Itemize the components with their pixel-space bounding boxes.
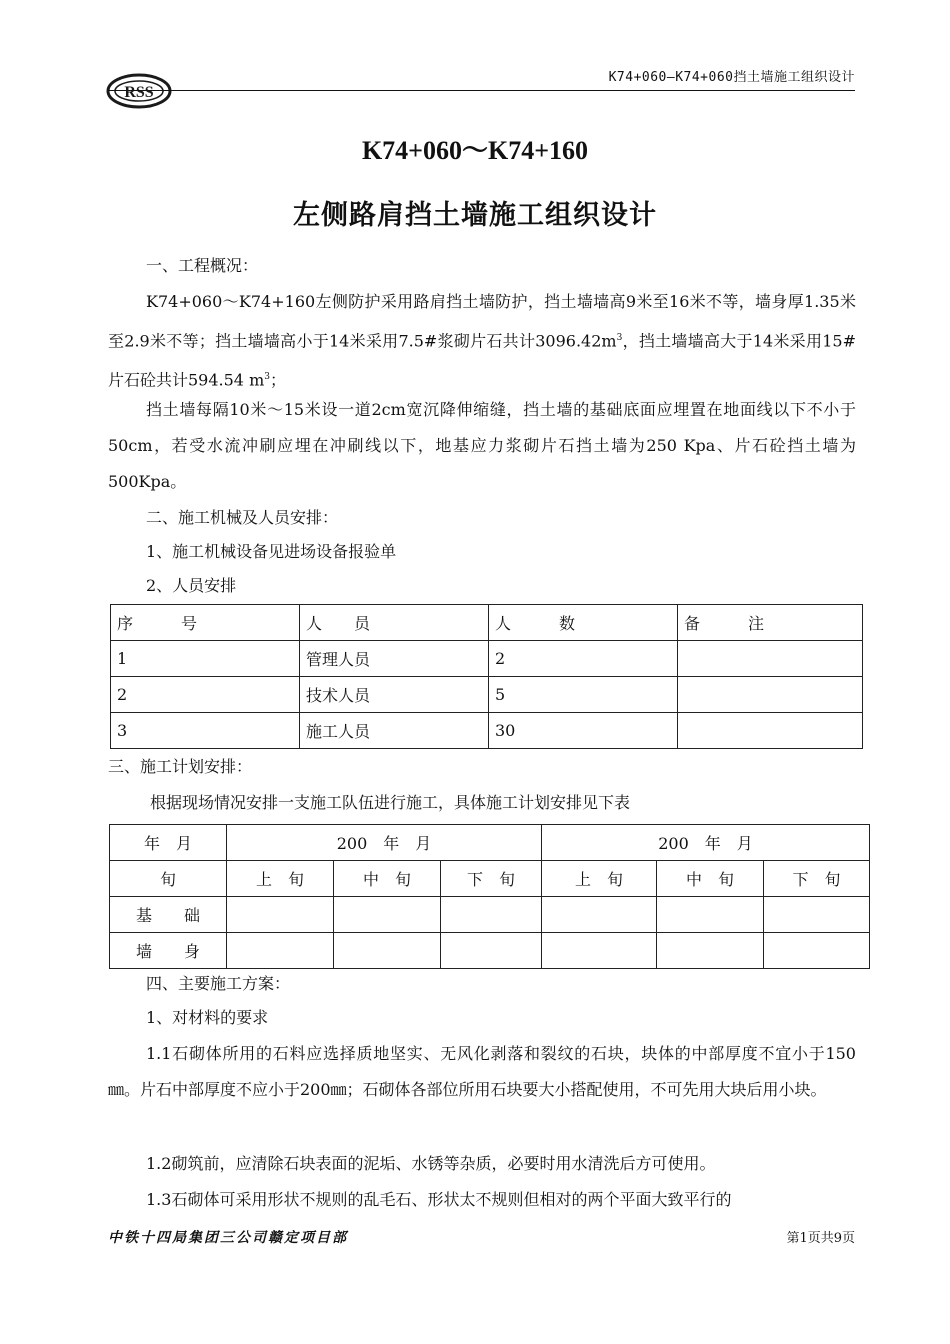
section2-item1: 1、施工机械设备见进场设备报验单	[146, 542, 397, 561]
table-cell: 1	[111, 641, 300, 677]
period-cell: 上 旬	[227, 861, 334, 897]
table-cell: 施工人员	[300, 713, 489, 749]
table-cell	[764, 897, 870, 933]
table-cell	[678, 713, 863, 749]
table-row	[110, 861, 870, 897]
footer-page-number: 第1页共9页	[786, 1231, 855, 1246]
period-cell: 下 旬	[441, 861, 542, 897]
svg-text:RSS: RSS	[124, 84, 154, 101]
table-cell: 5	[489, 677, 678, 713]
month1-cell: 200 年 月	[227, 825, 542, 861]
period-cell: 中 旬	[334, 861, 441, 897]
table-cell	[678, 677, 863, 713]
header-cell: 人 数	[489, 605, 678, 641]
section4-paragraph2: 1.2砌筑前，应清除石块表面的泥垢、水锈等杂质，必要时用水清洗后方可使用。	[146, 1154, 716, 1173]
table-cell	[334, 897, 441, 933]
header-cell: 备 注	[678, 605, 863, 641]
table-cell	[764, 933, 870, 969]
footer-company: 中铁十四局集团三公司赣定项目部	[108, 1230, 348, 1246]
table-cell: 管理人员	[300, 641, 489, 677]
header-cell: 序 号	[111, 605, 300, 641]
table-cell	[542, 897, 657, 933]
table-cell	[227, 897, 334, 933]
p1-sup-b: 3	[264, 372, 270, 383]
table-row	[111, 713, 863, 749]
section1-paragraph2: 挡土墙每隔10米～15米设一道2cm宽沉降伸缩缝，挡土墙的基础底面应埋置在地面线以下不小于50cm，若受水流冲刷应埋在冲刷线以下，地基应力浆砌片石挡土墙为250 Kpa、片石砼挡土墙为500Kpa。	[108, 400, 856, 491]
section2-heading: 二、施工机械及人员安排：	[146, 508, 339, 527]
section1-heading: 一、工程概况：	[146, 256, 259, 275]
period-label-cell: 旬	[110, 861, 227, 897]
section1-paragraph1	[108, 284, 856, 399]
table-row	[110, 933, 870, 969]
table-cell: 2	[489, 641, 678, 677]
staff-table	[110, 604, 863, 749]
doc-title-line2: 左侧路肩挡土墙施工组织设计	[293, 200, 657, 231]
header-rule	[108, 90, 855, 91]
table-row	[111, 677, 863, 713]
header-doc-ref: K74+060—K74+060挡土墙施工组织设计	[608, 70, 855, 85]
period-cell: 中 旬	[657, 861, 764, 897]
table-cell	[441, 933, 542, 969]
table-cell	[227, 933, 334, 969]
row-label-cell: 基 础	[110, 897, 227, 933]
table-cell	[657, 933, 764, 969]
table-cell	[657, 897, 764, 933]
p1-mid: ，挡土墙墙高大于14米采用15#片石砼共计594.54 m	[108, 331, 856, 390]
section3-heading: 三、施工计划安排：	[108, 757, 253, 776]
table-row	[110, 825, 870, 861]
table-cell	[542, 933, 657, 969]
p1-pre: K74+060～K74+160左侧防护采用路肩挡土墙防护，挡土墙墙高9米至16米不等，墙身厚1.35米至2.9米不等；挡土墙墙高小于14米采用7.5#浆砌片石共计3096.42m	[108, 292, 856, 351]
p1-end: ；	[269, 370, 286, 390]
section4-paragraph3: 1.3石砌体可采用形状不规则的乱毛石、形状太不规则但相对的两个平面大致平行的	[146, 1190, 732, 1209]
table-row	[110, 897, 870, 933]
table-cell	[334, 933, 441, 969]
table-cell	[441, 897, 542, 933]
section3-text: 根据现场情况安排一支施工队伍进行施工，具体施工计划安排见下表	[150, 793, 631, 812]
p1-sup-a: 3	[616, 333, 623, 343]
row-label-cell: 墙 身	[110, 933, 227, 969]
section2-item2: 2、人员安排	[146, 576, 237, 595]
table-cell: 2	[111, 677, 300, 713]
table-cell: 30	[489, 713, 678, 749]
month-label-cell: 年 月	[110, 825, 227, 861]
plan-table	[109, 824, 870, 969]
period-cell: 上 旬	[542, 861, 657, 897]
section4-heading: 四、主要施工方案：	[146, 974, 291, 993]
company-logo	[105, 70, 173, 112]
table-row	[111, 641, 863, 677]
table-cell	[678, 641, 863, 677]
section4-paragraph1: 1.1石砌体所用的石料应选择质地坚实、无风化剥落和裂纹的石块，块体的中部厚度不宜小于150㎜。片石中部厚度不应小于200㎜；石砌体各部位所用石块要大小搭配使用，不可先用大块后用小块。	[108, 1044, 856, 1099]
section4-item1: 1、对材料的要求	[146, 1008, 269, 1027]
table-header-row	[111, 605, 863, 641]
table-cell: 3	[111, 713, 300, 749]
header-cell: 人 员	[300, 605, 489, 641]
table-cell: 技术人员	[300, 677, 489, 713]
doc-title-line1: K74+060～K74+160	[361, 136, 589, 165]
month2-cell: 200 年 月	[542, 825, 870, 861]
period-cell: 下 旬	[764, 861, 870, 897]
